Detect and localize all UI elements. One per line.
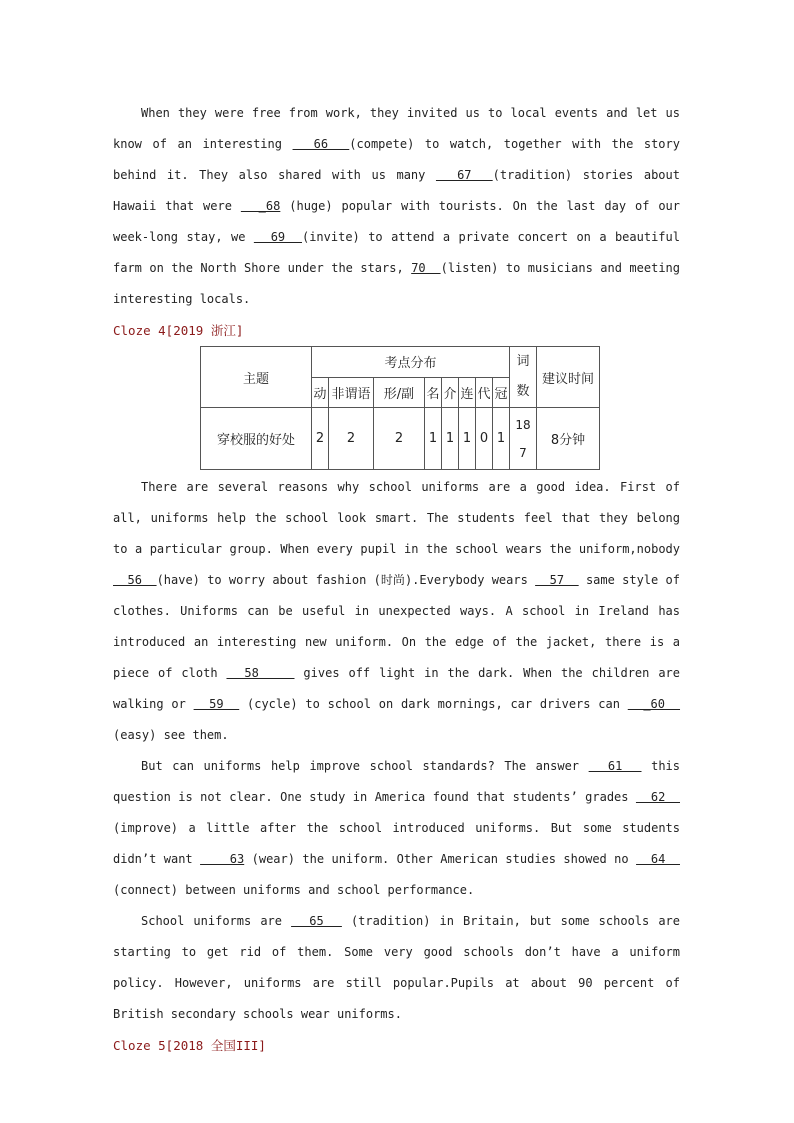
word-count-header: 词数 bbox=[510, 347, 537, 408]
blank-56[interactable]: 56 bbox=[113, 573, 157, 587]
document-page bbox=[113, 98, 680, 1061]
blank-70[interactable]: 70 bbox=[411, 261, 441, 275]
blank-64[interactable]: 64 bbox=[636, 852, 680, 866]
blank-68[interactable]: _68 bbox=[240, 199, 281, 213]
paragraph-hawaii: When they were free from work, they invited us to local events and let us know of an interesting 66 (compete) to watch, together with the story behind it. They also shared with us many 67 (tradition) stories about Hawaii that were _68 (huge) popular with tourists. On the last day of our week-long stay, we 69 (invite) to attend a private concert on a beautiful farm on the North Shore under the stars, 70 (listen) to musicians and meeting interesting locals. bbox=[113, 106, 681, 306]
category-cell: 动 bbox=[312, 377, 329, 408]
count-cell: 1 bbox=[493, 408, 510, 470]
category-cell: 非谓语 bbox=[329, 377, 374, 408]
category-cell: 连 bbox=[459, 377, 476, 408]
time-header: 建议时间 bbox=[537, 347, 600, 408]
blank-66[interactable]: 66 bbox=[292, 137, 350, 151]
count-cell: 0 bbox=[476, 408, 493, 470]
blank-62[interactable]: 62 bbox=[635, 790, 680, 804]
category-cell: 介 bbox=[442, 377, 459, 408]
category-cell: 冠 bbox=[493, 377, 510, 408]
cloze-5-heading: Cloze 5[2018 全国III] bbox=[113, 1038, 266, 1053]
blank-59[interactable]: 59 bbox=[193, 697, 240, 711]
count-cell: 2 bbox=[312, 408, 329, 470]
paragraph-uniforms-3: School uniforms are 65 (tradition) in Britain, but some schools are starting to get rid of them. Some very good schools don’t have a uniform policy. However, uniforms are still popular.Pupils at about 90 percent of British secondary schools wear uniforms. bbox=[113, 914, 680, 1021]
topic-cell: 穿校服的好处 bbox=[201, 408, 312, 470]
blank-65[interactable]: 65 bbox=[291, 914, 342, 928]
word-count-cell: 187 bbox=[510, 408, 537, 470]
count-cell: 1 bbox=[425, 408, 442, 470]
blank-57[interactable]: 57 bbox=[535, 573, 579, 587]
topic-header: 主题 bbox=[201, 347, 312, 408]
blank-58[interactable]: 58 bbox=[226, 666, 295, 680]
cloze-4-heading: Cloze 4[2019 浙江] bbox=[113, 323, 244, 338]
blank-60[interactable]: _60 bbox=[627, 697, 681, 711]
blank-69[interactable]: 69 bbox=[253, 230, 302, 244]
blank-67[interactable]: 67 bbox=[435, 168, 493, 182]
blank-61[interactable]: 61 bbox=[588, 759, 642, 773]
count-cell: 1 bbox=[459, 408, 476, 470]
paragraph-uniforms-1: There are several reasons why school uniforms are a good idea. First of all, uniforms help the school look smart. The students feel that they belong to a particular group. When every pupil in the school wears the uniform,nobody 56 (have) to worry about fashion (时尚).Everybody wears 57 same style of clothes. Uniforms can be useful in unexpected ways. A school in Ireland has introduced an interesting new uniform. On the edge of the jacket, there is a piece of cloth 58 gives off light in the dark. When the children are walking or 59 (cycle) to school on dark mornings, car drivers can _60 (easy) see them. bbox=[113, 480, 681, 742]
blank-63[interactable]: 63 bbox=[200, 852, 245, 866]
distribution-header: 考点分布 bbox=[312, 347, 510, 378]
category-cell: 形/副 bbox=[374, 377, 425, 408]
count-cell: 1 bbox=[442, 408, 459, 470]
paragraph-uniforms-2: But can uniforms help improve school standards? The answer 61 this question is not clear. One study in America found that students’ grades 62 (improve) a little after the school introduced uniforms. But some students didn’t want 63 (wear) the uniform. Other American studies showed no 64 (connect) between uniforms and school performance. bbox=[113, 759, 680, 897]
count-cell: 2 bbox=[374, 408, 425, 470]
exam-point-table bbox=[200, 346, 600, 470]
count-cell: 2 bbox=[329, 408, 374, 470]
category-cell: 名 bbox=[425, 377, 442, 408]
time-cell: 8分钟 bbox=[537, 408, 600, 470]
category-cell: 代 bbox=[476, 377, 493, 408]
